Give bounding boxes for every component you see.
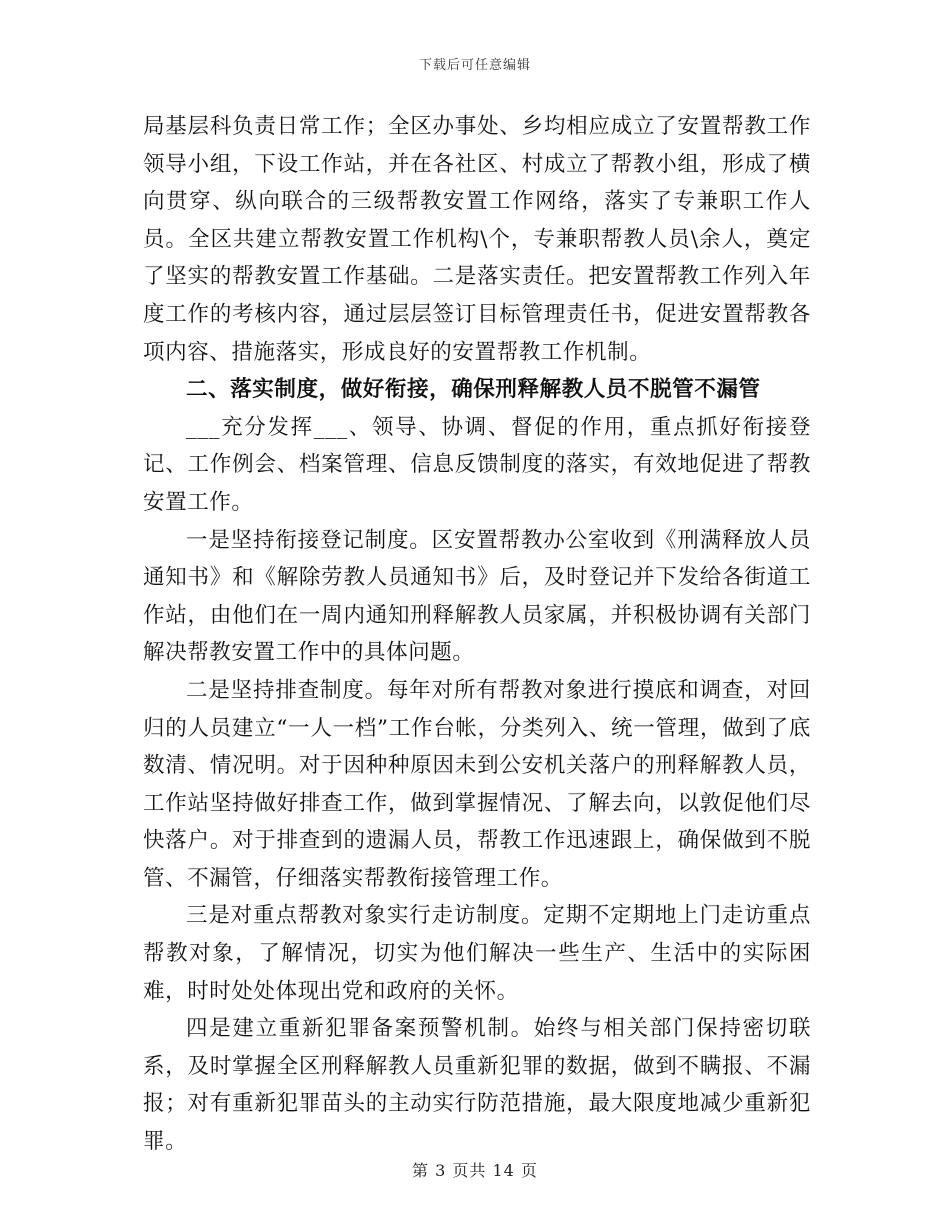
header-note: 下载后可任意编辑: [418, 58, 531, 73]
paragraph-investigation: 二是坚持排查制度。每年对所有帮教对象进行摸底和调查，对回归的人员建立“一人一档”工作台帐，分类列入、统一管理，做到了底数清、情况明。对于因种种原因未到公安机关落户的刑释解教人员，工作站坚持做好排查工作，做到掌握情况、了解去向，以敦促他们尽快落户。对于排查到的遗漏人员，帮教工作迅速跟上，确保做到不脱管、不漏管，仔细落实帮教衔接管理工作。: [143, 677, 811, 891]
paragraph-intro: ___充分发挥___、领导、协调、督促的作用，重点抓好衔接登记、工作例会、档案管理、信息反馈制度的落实，有效地促进了帮教安置工作。: [143, 414, 811, 515]
paragraph-warning: 四是建立重新犯罪备案预警机制。始终与相关部门保持密切联系，及时掌握全区刑释解教人员重新犯罪的数据，做到不瞒报、不漏报；对有重新犯罪苗头的主动实行防范措施，最大限度地减少重新犯罪。: [143, 1016, 811, 1155]
paragraph-visits: 三是对重点帮教对象实行走访制度。定期不定期地上门走访重点帮教对象，了解情况，切实为他们解决一些生产、生活中的实际困难，时时处处体现出党和政府的关怀。: [143, 903, 811, 1004]
document-body: [143, 108, 811, 1161]
page-number: 第 3 页共 14 页: [412, 1161, 538, 1180]
paragraph-continued: 局基层科负责日常工作；全区办事处、乡均相应成立了安置帮教工作领导小组，下设工作站，并在各社区、村成立了帮教小组，形成了横向贯穿、纵向联合的三级帮教安置工作网络，落实了专兼职工作人员。全区共建立帮教安置工作机构\个，专兼职帮教人员\余人，奠定了坚实的帮教安置工作基础。二是落实责任。把安置帮教工作列入年度工作的考核内容，通过层层签订目标管理责任书，促进安置帮教各项内容、措施落实，形成良好的安置帮教工作机制。: [143, 114, 811, 365]
section-heading-2: 二、落实制度，做好衔接，确保刑释解教人员不脱管不漏管: [186, 377, 761, 403]
paragraph-registration: 一是坚持衔接登记制度。区安置帮教办公室收到《刑满释放人员通知书》和《解除劳教人员通知书》后，及时登记并下发给各街道工作站，由他们在一周内通知刑释解教人员家属，并积极协调有关部门解决帮教安置工作中的具体问题。: [143, 527, 811, 666]
